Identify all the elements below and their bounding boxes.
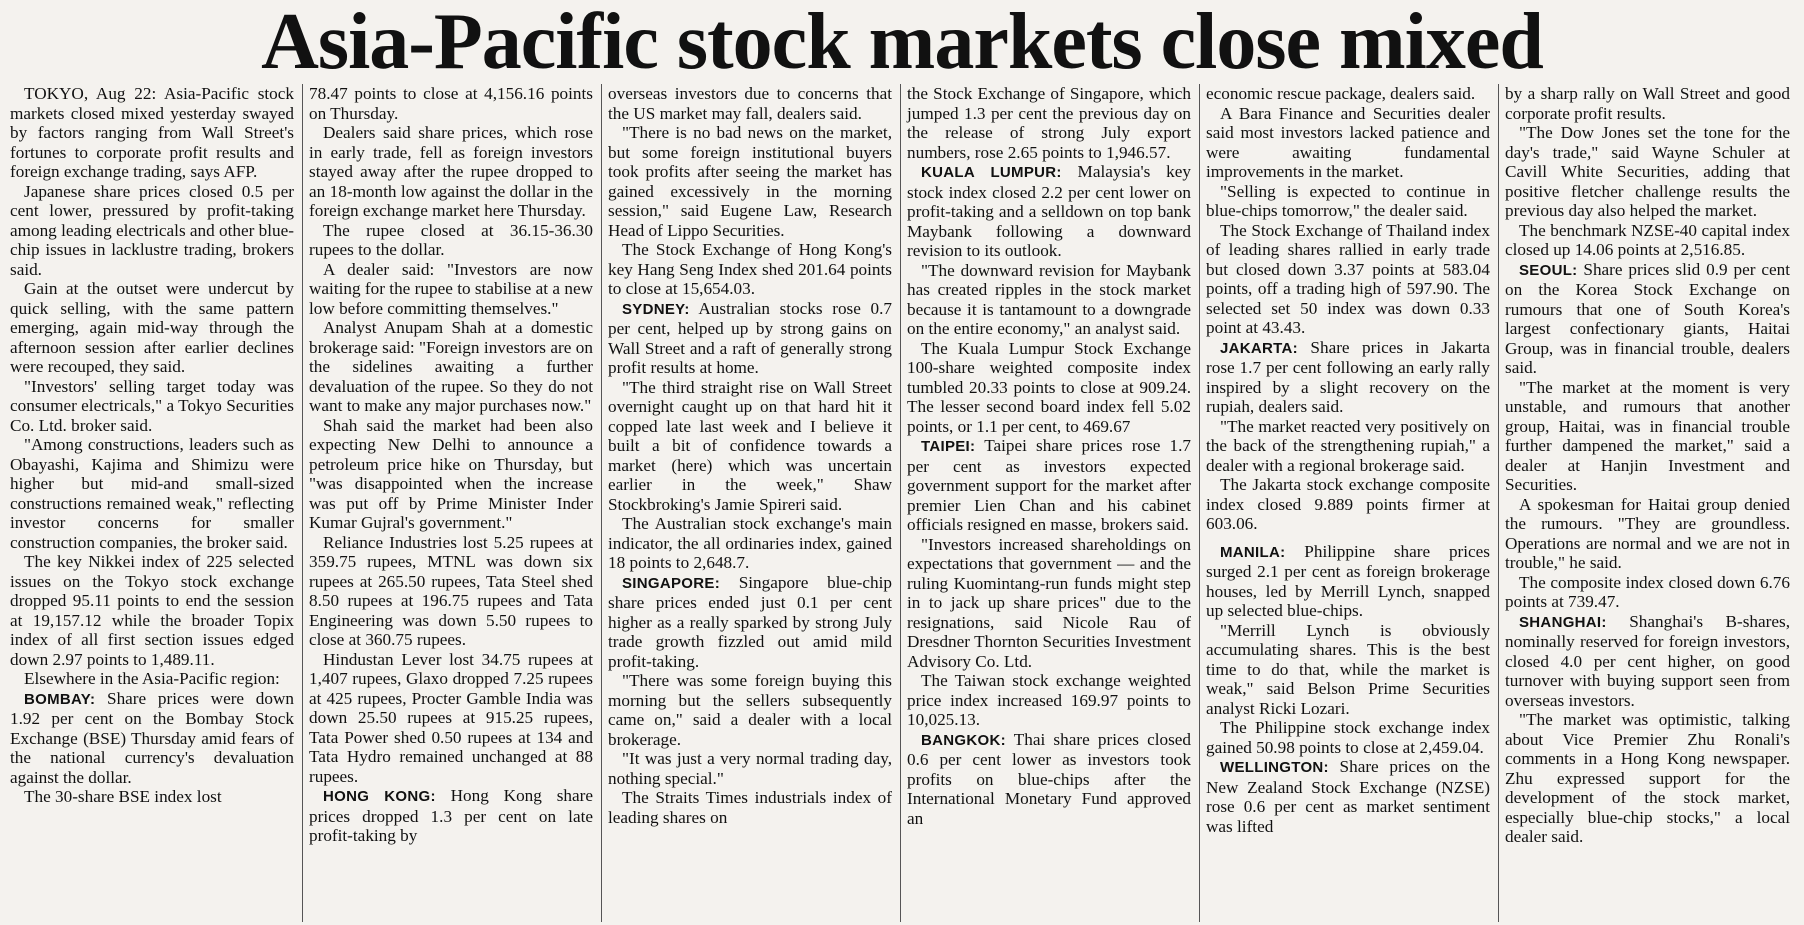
paragraph [1206, 621, 1490, 719]
paragraph-text: The rupee closed at 36.15-36.30 rupees to the dollar. [309, 220, 593, 259]
paragraph-text: Shanghai's B-shares, nominally reserved for foreign investors, closed 4.0 per cent higher, on good turnover with buying support seen from overseas investors. [1505, 611, 1790, 710]
dateline-paragraph [309, 786, 593, 846]
paragraph-text: "Investors increased shareholdings on expectations that government — and the ruling Kuomintang-run funds might step in to jack up share prices" due to the resignations, said Nicole Rau of Dresdner Thornton Securities Investment Advisory Co. Ltd. [907, 534, 1191, 671]
city-dateline: SHANGHAI: [1519, 613, 1607, 631]
paragraph [1505, 221, 1790, 260]
paragraph [608, 788, 892, 827]
article-columns [4, 84, 1800, 922]
paragraph [608, 84, 892, 123]
paragraph [309, 221, 593, 260]
paragraph-text: overseas investors due to concerns that the US market may fall, dealers said. [608, 84, 892, 123]
paragraph-text: The key Nikkei index of 225 selected issues on the Tokyo stock exchange dropped 95.11 points to end the session at 19,157.12 while the broader Topix index of all first section issues edged down 2.97 points to 1,489.11. [10, 552, 294, 669]
paragraph [608, 378, 892, 515]
paragraph-text: Share prices were down 1.92 per cent on the Bombay Stock Exchange (BSE) Thursday amid fears of the national currency's devaluation against the dollar. [10, 688, 294, 787]
city-dateline: BANGKOK: [921, 731, 1006, 749]
dateline-paragraph [907, 162, 1191, 261]
paragraph-text: The Jakarta stock exchange composite index closed 9.889 points firmer at 603.06. [1206, 475, 1490, 533]
paragraph [1206, 182, 1490, 221]
dateline-paragraph [1505, 260, 1790, 378]
paragraph [1206, 104, 1490, 182]
paragraph-text: Gain at the outset were undercut by quick selling, with the same pattern emerging, again mid-way through the afternoon session after earlier declines were recouped, they said. [10, 279, 294, 376]
paragraph-text: "The market reacted very positively on the back of the strengthening rupiah," a dealer with a regional brokerage said. [1206, 416, 1490, 475]
paragraph-text: Dealers said share prices, which rose in early trade, fell as foreign investors stayed away after the rupee dropped to an 18-month low against the dollar in the foreign exchange market here Thursday. [309, 123, 593, 220]
paragraph-text: Malaysia's key stock index closed 2.2 per cent lower on profit-taking and a selldown on top bank Maybank following a downward revision to its outlook. [907, 162, 1191, 260]
paragraph [608, 514, 892, 573]
paragraph [10, 435, 294, 552]
paragraph [608, 123, 892, 240]
paragraph [309, 84, 593, 123]
paragraph [1505, 84, 1790, 123]
dateline-paragraph [10, 689, 294, 788]
paragraph-text: Share prices in Jakarta rose 1.7 per cent following an early rally inspired by a slight recovery on the rupiah, dealers said. [1206, 337, 1490, 416]
headline: Asia-Pacific stock markets close mixed [261, 0, 1543, 86]
dateline-paragraph [1505, 612, 1790, 711]
paragraph-text: "Investors' selling target today was consumer electricals," a Tokyo Securities Co. Ltd. broker said. [10, 376, 294, 435]
paragraph-text: A Bara Finance and Securities dealer said most investors lacked patience and were awaiting fundamental improvements in the market. [1206, 103, 1490, 181]
paragraph-text: Share prices slid 0.9 per cent on the Korea Stock Exchange on rumours that one of South Korea's largest confectionary giants, Haitai Group, was in financial trouble, dealers said. [1505, 259, 1790, 377]
paragraph-text: Philippine share prices surged 2.1 per cent as foreign brokerage houses, led by Merrill Lynch, snapped up selected blue-chips. [1206, 541, 1490, 620]
paragraph-text: Thai share prices closed 0.6 per cent lower as investors took profits on blue-chips after the International Monetary Fund approved an [907, 729, 1191, 828]
paragraph-text: The Stock Exchange of Hong Kong's key Hang Seng Index shed 201.64 points to close at 15,654.03. [608, 240, 892, 298]
paragraph-text: Singapore blue-chip share prices ended just 0.1 per cent higher as a really sparked by strong July trade growth fizzled out amid mild profit-taking. [608, 572, 892, 671]
paragraph [10, 552, 294, 669]
paragraph [907, 84, 1191, 162]
paragraph-text: "There was some foreign buying this morning but the sellers subsequently came on," said a dealer with a local brokerage. [608, 671, 892, 749]
paragraph-text: Hong Kong share prices dropped 1.3 per cent on late profit-taking by [309, 786, 593, 845]
paragraph [10, 377, 294, 436]
paragraph-text: The Straits Times industrials index of leading shares on [608, 788, 892, 827]
city-dateline: TAIPEI: [921, 438, 976, 455]
paragraph-text: The Philippine stock exchange index gained 50.98 points to close at 2,459.04. [1206, 718, 1490, 757]
dateline-paragraph [1206, 757, 1490, 836]
paragraph [1206, 417, 1490, 476]
paragraph-text: The Australian stock exchange's main indicator, the all ordinaries index, gained 18 points to 2,648.7. [608, 514, 892, 572]
city-dateline: HONG KONG: [323, 788, 436, 805]
paragraph-text: Elsewhere in the Asia-Pacific region: [24, 669, 280, 688]
paragraph [1505, 123, 1790, 221]
paragraph-text: "The third straight rise on Wall Street overnight caught up on that hard hit it copped late last week and I believe it built a bit of confidence towards a market (here) which was uncertain earlier in the week," Shaw Stockbroking's Jamie Spireri said. [608, 377, 892, 514]
paragraph-text: The composite index closed down 6.76 points at 739.47. [1505, 572, 1790, 611]
paragraph [907, 671, 1191, 730]
city-dateline: WELLINGTON: [1220, 759, 1329, 776]
paragraph-text: 78.47 points to close at 4,156.16 points on Thursday. [309, 84, 593, 123]
paragraph-text: "Merrill Lynch is obviously accumulating shares. This is the best time to do that, while the market is weak," said Belson Prime Securities analyst Ricki Lozari. [1206, 620, 1490, 718]
paragraph [907, 339, 1191, 437]
paragraph [1206, 221, 1490, 338]
dateline-paragraph [1206, 542, 1490, 621]
paragraph-text: "The Dow Jones set the tone for the day's trade," said Wayne Schuler at Cavill White Securities, adding that positive fletcher challenge results the previous day also helped the market. [1505, 123, 1790, 220]
paragraph-text: by a sharp rally on Wall Street and good corporate profit results. [1505, 84, 1790, 123]
article-column-2 [303, 84, 602, 922]
dateline-paragraph [608, 299, 892, 378]
paragraph-text: The benchmark NZSE-40 capital index closed up 14.06 points at 2,516.85. [1505, 220, 1790, 259]
paragraph [907, 535, 1191, 672]
article-column-6 [1499, 84, 1798, 922]
paragraph [1505, 573, 1790, 612]
paragraph [1505, 495, 1790, 573]
dateline-paragraph [907, 730, 1191, 829]
paragraph-text: The Kuala Lumpur Stock Exchange 100-share weighted composite index tumbled 20.33 points to close at 909.24. The lesser second board index fell 5.02 points, or 1.1 per cent, to 469.67 [907, 338, 1191, 436]
paragraph-text: Reliance Industries lost 5.25 rupees at 359.75 rupees, MTNL was down six rupees at 265.50 rupees, Tata Steel shed 8.50 rupees at 196.75 rupees and Tata Engineering was down 5.50 rupees to close at 360.75 rupees. [309, 532, 593, 649]
paragraph-text: Hindustan Lever lost 34.75 rupees at 1,407 rupees, Glaxo dropped 7.25 rupees at 425 rupees, Procter Gamble India was down 25.50 rupees at 915.25 rupees, Tata Power shed 0.50 rupees at 134 and Tata Hydro remained unchanged at 88 rupees. [309, 649, 593, 786]
paragraph [608, 749, 892, 788]
article-column-5 [1200, 84, 1499, 922]
paragraph [1206, 475, 1490, 534]
paragraph-text: "Selling is expected to continue in blue-chips tomorrow," the dealer said. [1206, 181, 1490, 220]
paragraph [608, 240, 892, 299]
dateline-paragraph [608, 573, 892, 672]
paragraph [1505, 378, 1790, 495]
paragraph-text: The Taiwan stock exchange weighted price index increased 169.97 points to 10,025.13. [907, 671, 1191, 729]
paragraph-text: Shah said the market had been also expecting New Delhi to announce a petroleum price hike on Thursday, but "was disappointed when the increase was put off by Prime Minister Inder Kumar Gujral's government." [309, 415, 593, 532]
paragraph [10, 669, 294, 689]
paragraph [309, 123, 593, 221]
paragraph-text: "It was just a very normal trading day, nothing special." [608, 749, 892, 788]
paragraph-text: "The market was optimistic, talking about Vice Premier Zhu Ronali's comments in a Hong Kong newspaper. Zhu expressed support for the development of the stock market, especially blue-chip stocks," a local dealer said. [1505, 710, 1790, 846]
paragraph-text: "Among constructions, leaders such as Obayashi, Kajima and Shimizu were higher but mid-and small-sized constructions remained weak," reflecting investor concerns for smaller construction companies, the broker said. [10, 435, 294, 552]
paragraph [10, 787, 294, 807]
paragraph [1206, 718, 1490, 757]
paragraph [608, 671, 892, 749]
paragraph [10, 84, 294, 182]
paragraph [907, 261, 1191, 339]
paragraph-text: The 30-share BSE index lost [24, 787, 222, 806]
paragraph-text: "The market at the moment is very unstable, and rumours that another group, Haitai, was in financial trouble further dampened the market," said a dealer at Hanjin Investment and Securities. [1505, 377, 1790, 494]
dateline-paragraph [907, 436, 1191, 535]
paragraph-text: TOKYO, Aug 22: Asia-Pacific stock markets closed mixed yesterday swayed by factors ranging from Wall Street's fortunes to corporate profit results and foreign exchange trading, says AFP. [10, 84, 294, 181]
paragraph [309, 318, 593, 416]
city-dateline: SEOUL: [1519, 261, 1578, 279]
paragraph-text: the Stock Exchange of Singapore, which jumped 1.3 per cent the previous day on the release of strong July export numbers, rose 2.65 points to 1,946.57. [907, 84, 1191, 162]
paragraph [309, 533, 593, 650]
paragraph [10, 279, 294, 377]
paragraph-text: "There is no bad news on the market, but some foreign institutional buyers took profits after seeing the market has gained excessively in the morning session," said Eugene Law, Research Head of Lippo Securities. [608, 123, 892, 240]
paragraph-text: Taipei share prices rose 1.7 per cent as investors expected government support for the market after premier Lien Chan and his cabinet officials resigned en masse, brokers said. [907, 436, 1191, 534]
paragraph-text: Analyst Anupam Shah at a domestic brokerage said: "Foreign investors are on the sidelines awaiting a further devaluation of the rupee. So they do not want to make any major purchases now." [309, 318, 593, 415]
city-dateline: BOMBAY: [24, 690, 96, 708]
paragraph-text: "The downward revision for Maybank has created ripples in the stock market because it is tantamount to a downgrade on the entire economy," an analyst said. [907, 260, 1191, 338]
article-column-1 [4, 84, 303, 922]
paragraph [309, 650, 593, 787]
paragraph [1206, 84, 1490, 104]
article-column-4 [901, 84, 1200, 922]
article-column-3 [602, 84, 901, 922]
paragraph [10, 182, 294, 280]
city-dateline: SYDNEY: [622, 300, 690, 318]
paragraph-text: A dealer said: "Investors are now waiting for the rupee to stabilise at a new low before committing themselves." [309, 259, 593, 318]
paragraph-text: A spokesman for Haitai group denied the rumours. "They are groundless. Operations are normal and we are not in trouble," he said. [1505, 494, 1790, 572]
paragraph [309, 416, 593, 533]
dateline-paragraph [1206, 338, 1490, 417]
paragraph-text: Share prices on the New Zealand Stock Exchange (NZSE) rose 0.6 per cent as market sentiment was lifted [1206, 757, 1490, 836]
city-dateline: JAKARTA: [1220, 339, 1298, 357]
paragraph-text: The Stock Exchange of Thailand index of leading shares rallied in early trade but closed down 3.37 points at 583.04 points, off a trading high of 597.90. The selected set 50 index was down 0.33 point at 43.43. [1206, 220, 1490, 337]
paragraph-text: Australian stocks rose 0.7 per cent, helped up by strong gains on Wall Street and a raft of generally strong profit results at home. [608, 298, 892, 377]
city-dateline: SINGAPORE: [622, 574, 721, 592]
city-dateline: MANILA: [1220, 543, 1286, 561]
paragraph [309, 260, 593, 319]
city-dateline: KUALA LUMPUR: [921, 164, 1062, 181]
paragraph-text: economic rescue package, dealers said. [1206, 84, 1476, 103]
paragraph [1505, 710, 1790, 847]
paragraph-text: Japanese share prices closed 0.5 per cent lower, pressured by profit-taking among leading electricals and other blue-chip issues in lacklustre trading, brokers said. [10, 181, 294, 279]
